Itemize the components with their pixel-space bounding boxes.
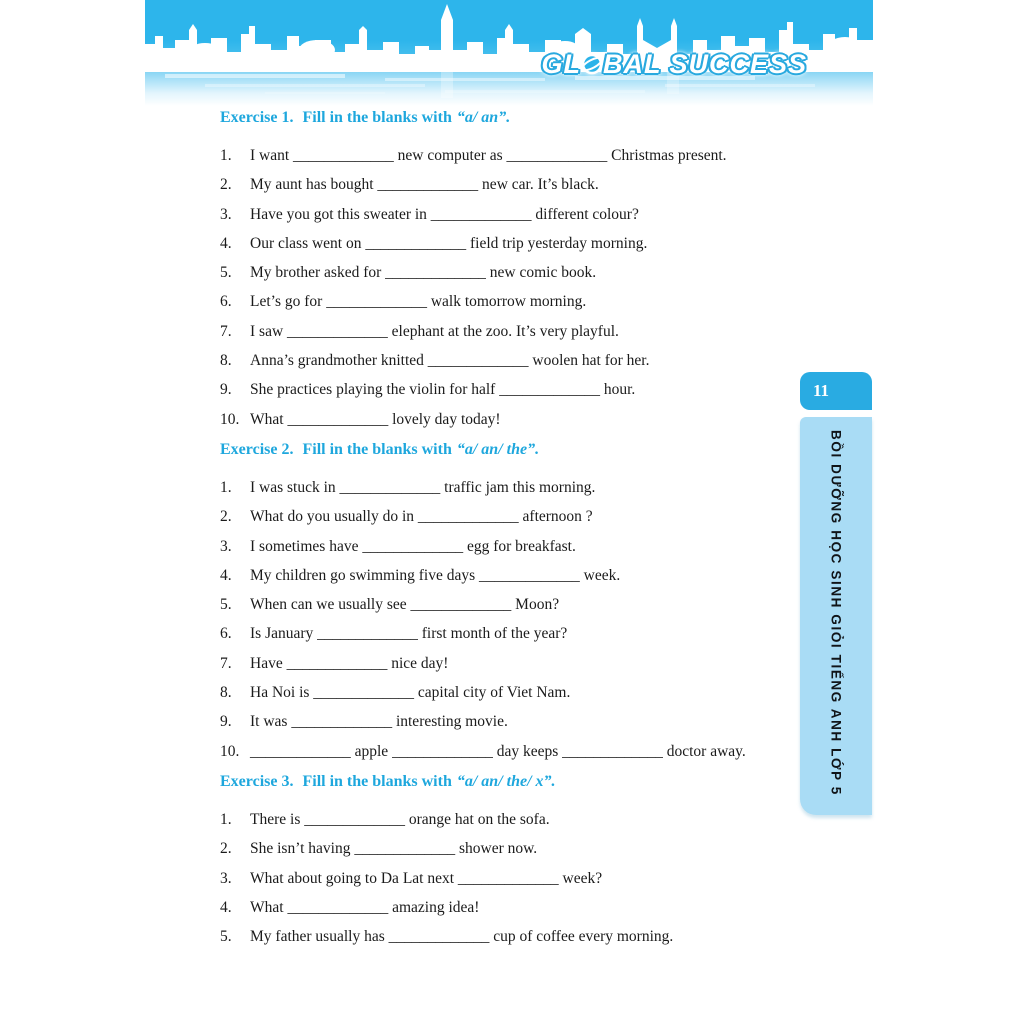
item-text: I want _____________ new computer as _____________ Christmas present. bbox=[250, 147, 727, 164]
item-text: I sometimes have _____________ egg for breakfast. bbox=[250, 537, 576, 555]
book-title-vertical-text: BỒI DƯỠNG HỌC SINH GIỎI TIẾNG ANH LỚP 5 bbox=[828, 430, 844, 796]
item-text: When can we usually see _____________ Moon? bbox=[250, 596, 560, 614]
logo-text-right: BAL SUCCESS bbox=[602, 49, 807, 79]
item-text: Have you got this sweater in _____________ different colour? bbox=[250, 205, 639, 223]
item-number: 8. bbox=[220, 684, 232, 702]
item-text: Have _____________ nice day! bbox=[250, 654, 449, 672]
item-text: What about going to Da Lat next _____________ week? bbox=[250, 869, 603, 887]
item-number: 10. bbox=[220, 410, 240, 428]
item-number: 3. bbox=[220, 205, 232, 223]
exercise-title-text: Fill in the blanks with bbox=[302, 109, 452, 126]
exercise-item bbox=[220, 590, 780, 619]
exercise-title-text: Fill in the blanks with bbox=[302, 772, 452, 790]
item-number: 7. bbox=[220, 322, 232, 340]
item-number: 3. bbox=[220, 869, 232, 887]
item-text: My children go swimming five days _____________ week. bbox=[250, 566, 621, 584]
item-number: 5. bbox=[220, 264, 232, 282]
exercise-title-label: Exercise 3. bbox=[220, 772, 294, 790]
exercise-title bbox=[220, 440, 780, 460]
item-text: Let’s go for _____________ walk tomorrow morning. bbox=[250, 293, 587, 311]
item-text: I saw _____________ elephant at the zoo. It’s very playful. bbox=[250, 322, 619, 340]
item-text: She isn’t having _____________ shower now. bbox=[250, 840, 538, 858]
item-number: 9. bbox=[220, 381, 232, 399]
item-number: 5. bbox=[220, 596, 232, 614]
exercise-item bbox=[220, 141, 780, 170]
item-number: 7. bbox=[220, 654, 232, 672]
item-text: Our class went on _____________ field trip yesterday morning. bbox=[250, 234, 648, 252]
exercise-item bbox=[220, 707, 780, 736]
global-success-logo bbox=[541, 49, 807, 83]
item-number: 10. bbox=[220, 742, 240, 760]
exercise-title-label: Exercise 1. bbox=[220, 109, 294, 126]
item-text: My brother asked for _____________ new comic book. bbox=[250, 264, 597, 282]
item-number: 2. bbox=[220, 176, 232, 194]
item-text: _____________ apple _____________ day keeps _____________ doctor away. bbox=[250, 742, 746, 760]
exercise-item bbox=[220, 405, 780, 434]
item-text: I was stuck in _____________ traffic jam this morning. bbox=[250, 478, 596, 496]
item-number: 9. bbox=[220, 713, 232, 731]
exercise-title-hint: “a/ an”. bbox=[456, 109, 511, 126]
exercise-item bbox=[220, 200, 780, 229]
item-number: 2. bbox=[220, 508, 232, 526]
item-number: 6. bbox=[220, 293, 232, 311]
item-number: 4. bbox=[220, 566, 232, 584]
page-number: 11 bbox=[813, 381, 830, 400]
exercise-item bbox=[220, 229, 780, 258]
exercise-title-text: Fill in the blanks with bbox=[302, 440, 452, 458]
exercise-title-hint: “a/ an/ the”. bbox=[456, 440, 540, 458]
item-text: It was _____________ interesting movie. bbox=[250, 713, 508, 731]
item-text: My aunt has bought _____________ new car. It’s black. bbox=[250, 176, 599, 194]
exercise-item bbox=[220, 170, 780, 199]
exercise-item bbox=[220, 922, 780, 951]
book-title-side-tab bbox=[800, 417, 872, 815]
item-text: Anna’s grandmother knitted _____________ woolen hat for her. bbox=[250, 352, 650, 370]
exercise-item bbox=[220, 834, 780, 863]
item-text: What do you usually do in _____________ afternoon ? bbox=[250, 508, 593, 526]
item-text: Is January _____________ first month of the year? bbox=[250, 625, 568, 643]
exercise-item bbox=[220, 649, 780, 678]
exercise-section bbox=[220, 440, 780, 766]
exercise-title-hint: “a/ an/ the/ x”. bbox=[456, 772, 556, 790]
item-number: 4. bbox=[220, 234, 232, 252]
exercise-item bbox=[220, 375, 780, 404]
exercise-item bbox=[220, 473, 780, 502]
item-text: What _____________ amazing idea! bbox=[250, 898, 480, 916]
item-number: 1. bbox=[220, 147, 232, 164]
exercise-item bbox=[220, 287, 780, 316]
exercise-item bbox=[220, 561, 780, 590]
exercise-item bbox=[220, 864, 780, 893]
exercise-section bbox=[220, 772, 780, 951]
item-number: 3. bbox=[220, 537, 232, 555]
logo-text-left: GL bbox=[541, 49, 581, 79]
exercise-item bbox=[220, 532, 780, 561]
item-text: Ha Noi is _____________ capital city of Viet Nam. bbox=[250, 684, 571, 702]
item-text: What _____________ lovely day today! bbox=[250, 410, 501, 428]
item-number: 6. bbox=[220, 625, 232, 643]
item-text: There is _____________ orange hat on the sofa. bbox=[250, 810, 550, 828]
exercise-item bbox=[220, 258, 780, 287]
exercise-title bbox=[220, 108, 780, 128]
item-number: 1. bbox=[220, 810, 232, 828]
exercise-item bbox=[220, 346, 780, 375]
exercise-list bbox=[220, 106, 780, 951]
globe-icon bbox=[580, 52, 604, 83]
item-number: 2. bbox=[220, 840, 232, 858]
item-number: 1. bbox=[220, 478, 232, 496]
exercise-item bbox=[220, 737, 780, 766]
item-number: 8. bbox=[220, 352, 232, 370]
exercise-item bbox=[220, 678, 780, 707]
exercise-item bbox=[220, 893, 780, 922]
exercise-item bbox=[220, 619, 780, 648]
item-text: My father usually has _____________ cup of coffee every morning. bbox=[250, 928, 674, 946]
exercise-section bbox=[220, 108, 780, 434]
item-number: 4. bbox=[220, 898, 232, 916]
item-number: 5. bbox=[220, 928, 232, 946]
exercise-item bbox=[220, 805, 780, 834]
exercise-item bbox=[220, 317, 780, 346]
exercise-item bbox=[220, 502, 780, 531]
exercise-title-label: Exercise 2. bbox=[220, 440, 294, 458]
exercise-title bbox=[220, 772, 780, 792]
item-text: She practices playing the violin for half _____________ hour. bbox=[250, 381, 636, 399]
page-header bbox=[145, 0, 873, 106]
page-number-tab bbox=[800, 372, 872, 410]
